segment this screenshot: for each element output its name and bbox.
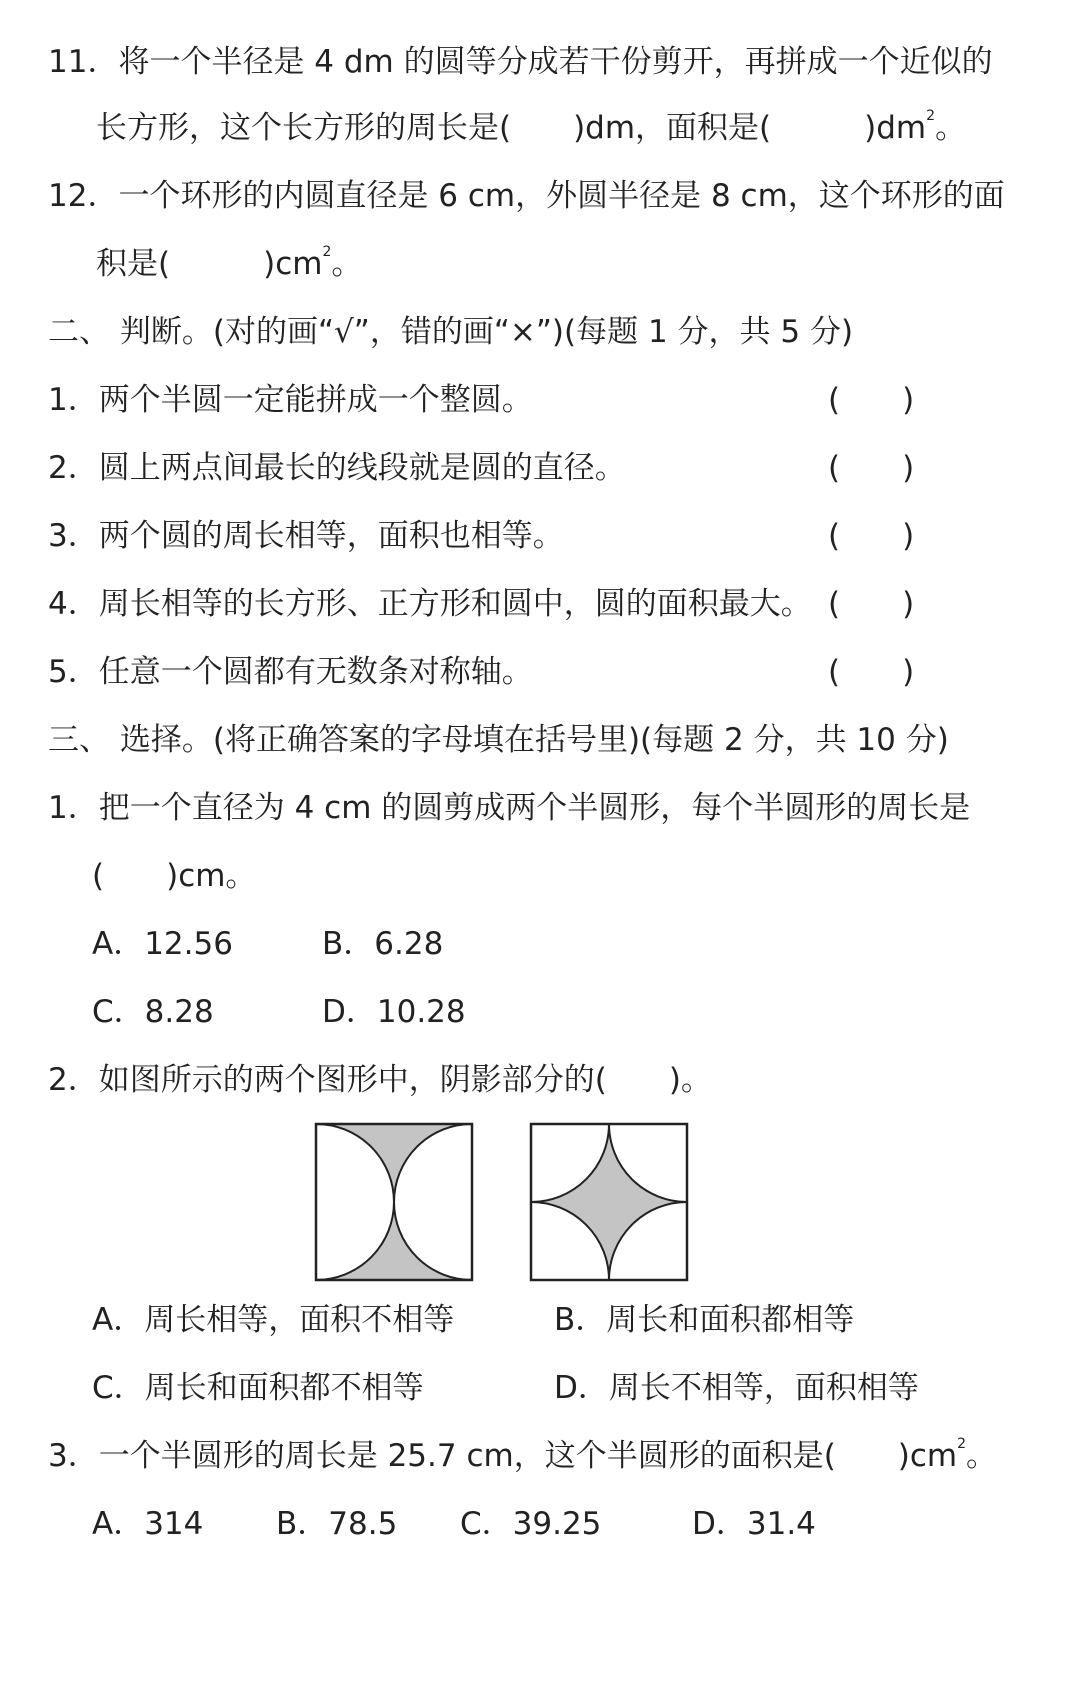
q12-line2-text: 积是( )cm [96,246,323,282]
q12-period: 。 [331,246,363,282]
q12-unit-superscript: 2 [322,244,332,260]
choice-q2-line1: 2．如图所示的两个图形中，阴影部分的( )。 [48,1062,712,1098]
judge-item-1: 1．两个半圆一定能拼成一个整圆。 [48,382,533,418]
choice-q2-option-c[interactable]: C．周长和面积都不相等 [92,1370,424,1406]
figure-shaded-hourglass [314,1122,474,1282]
judge-heading: 二、 判断。(对的画“√”，错的画“×”)(每题 1 分，共 5 分) [48,314,854,350]
choice-q1-line1: 1．把一个直径为 4 cm 的圆剪成两个半圆形，每个半圆形的周长是 [48,790,971,826]
judge-item-2: 2．圆上两点间最长的线段就是圆的直径。 [48,450,626,486]
q11-period: 。 [935,110,967,146]
choice-q3-line1 [48,1436,997,1476]
choice-q1-option-a[interactable]: A．12.56 [92,926,233,962]
judge-answer-blank-4[interactable]: ( ) [828,586,915,622]
choice-q2-option-d[interactable]: D．周长不相等，面积相等 [554,1370,919,1406]
choice-q1-option-b[interactable]: B．6.28 [322,926,444,962]
choice-q1-option-d[interactable]: D．10.28 [322,994,466,1030]
q11-unit-superscript: 2 [926,108,936,124]
choice-q2-option-b[interactable]: B．周长和面积都相等 [554,1302,855,1338]
choice-q3-option-b[interactable]: B．78.5 [276,1506,398,1542]
choice-q3-option-c[interactable]: C．39.25 [460,1506,602,1542]
judge-item-4: 4．周长相等的长方形、正方形和圆中，圆的面积最大。 [48,586,812,622]
figure-shaded-star [529,1122,689,1282]
q11-line2-text: 长方形，这个长方形的周长是( )dm，面积是( )dm [96,110,927,146]
judge-answer-blank-3[interactable]: ( ) [828,518,915,554]
figure2-shaded-region [531,1124,687,1280]
choice-q3-text: 3．一个半圆形的周长是 25.7 cm，这个半圆形的面积是( )cm [48,1438,958,1474]
choice-q2-option-a[interactable]: A．周长相等，面积不相等 [92,1302,455,1338]
q11-line1: 11．将一个半径是 4 dm 的圆等分成若干份剪开，再拼成一个近似的 [48,44,993,80]
choice-q1-line2: ( )cm。 [92,858,257,894]
choice-q3-unit-superscript: 2 [957,1436,967,1452]
choice-q1-option-c[interactable]: C．8.28 [92,994,214,1030]
choice-q3-option-d[interactable]: D．31.4 [692,1506,816,1542]
judge-answer-blank-5[interactable]: ( ) [828,654,915,690]
choice-q3-period: 。 [966,1438,998,1474]
judge-answer-blank-1[interactable]: ( ) [828,382,915,418]
choice-q3-option-a[interactable]: A．314 [92,1506,204,1542]
judge-item-5: 5．任意一个圆都有无数条对称轴。 [48,654,533,690]
q12-line2 [96,244,362,284]
q12-line1: 12．一个环形的内圆直径是 6 cm，外圆半径是 8 cm，这个环形的面 [48,178,1005,214]
judge-answer-blank-2[interactable]: ( ) [828,450,915,486]
choice-heading: 三、 选择。(将正确答案的字母填在括号里)(每题 2 分，共 10 分) [48,722,949,758]
q11-line2 [96,108,966,148]
judge-item-3: 3．两个圆的周长相等，面积也相等。 [48,518,564,554]
